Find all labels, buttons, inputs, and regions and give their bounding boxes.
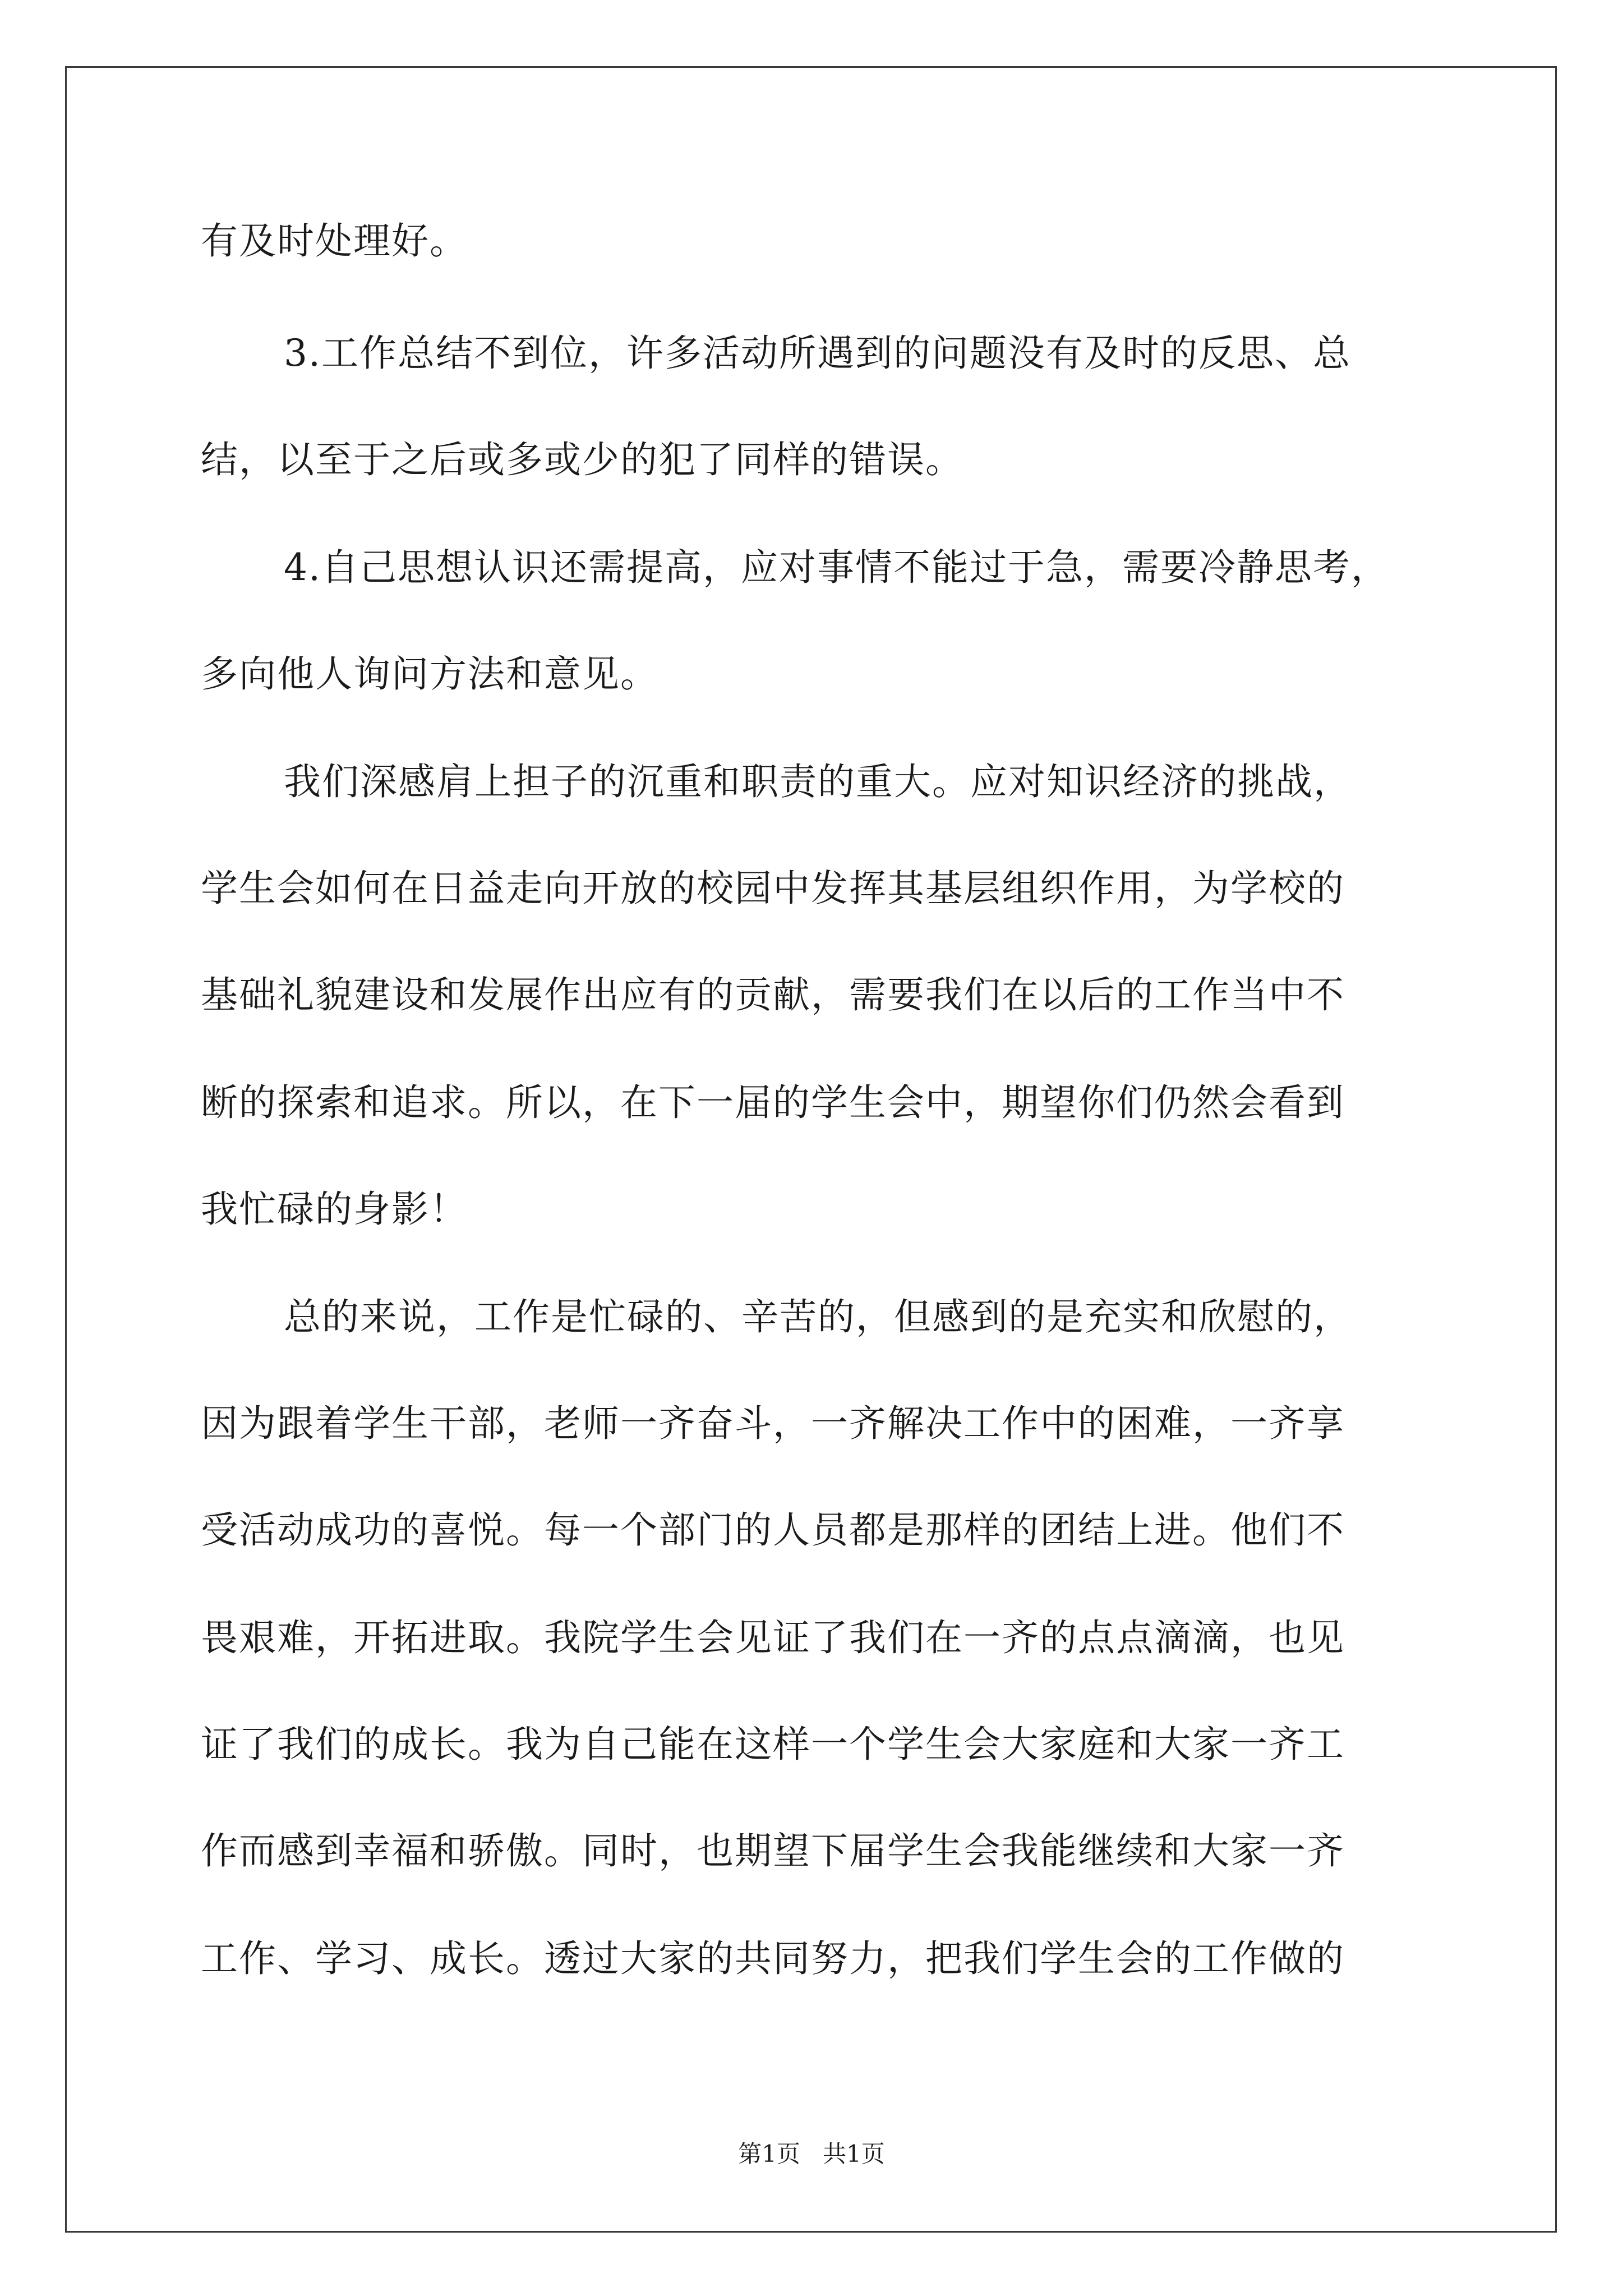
page-footer [0,2137,1623,2171]
text-line-9: 断的探索和追求。所以，在下一届的学生会中，期望你们仍然会看到 [201,1081,1345,1124]
text-line-4: 4.自己思想认识还需提高，应对事情不能过于急，需要冷静思考， [284,546,1389,589]
text-line-17: 工作、学习、成长。透过大家的共同努力，把我们学生会的工作做的 [201,1937,1345,1980]
text-line-7: 学生会如何在日益走向开放的校园中发挥其基层组织作用，为学校的 [201,867,1345,910]
page-number-current: 第1页 [738,2140,800,2168]
text-line-8: 基础礼貌建设和发展作出应有的贡献，需要我们在以后的工作当中不 [201,973,1345,1016]
text-line-15: 证了我们的成长。我为自己能在这样一个学生会大家庭和大家一齐工 [201,1723,1345,1766]
page-border [65,66,1557,2233]
text-line-14: 畏艰难，开拓进取。我院学生会见证了我们在一齐的点点滴滴，也见 [201,1616,1345,1659]
text-line-16: 作而感到幸福和骄傲。同时，也期望下届学生会我能继续和大家一齐 [201,1829,1345,1872]
text-line-5: 多向他人询问方法和意见。 [201,652,658,696]
text-line-6: 我们深感肩上担子的沉重和职责的重大。应对知识经济的挑战， [284,760,1352,803]
text-line-1: 有及时处理好。 [201,219,468,263]
text-line-13: 受活动成功的喜悦。每一个部门的人员都是那样的团结上进。他们不 [201,1508,1345,1552]
text-line-2: 3.工作总结不到位，许多活动所遇到的问题没有及时的反思、总 [284,332,1351,375]
page-number-total: 共1页 [823,2140,885,2168]
text-line-11: 总的来说，工作是忙碌的、辛苦的，但感到的是充实和欣慰的， [284,1295,1352,1338]
text-line-10: 我忙碌的身影！ [201,1188,468,1231]
text-line-3: 结，以至于之后或多或少的犯了同样的错误。 [201,438,963,481]
text-line-12: 因为跟着学生干部，老师一齐奋斗，一齐解决工作中的困难，一齐享 [201,1402,1345,1445]
